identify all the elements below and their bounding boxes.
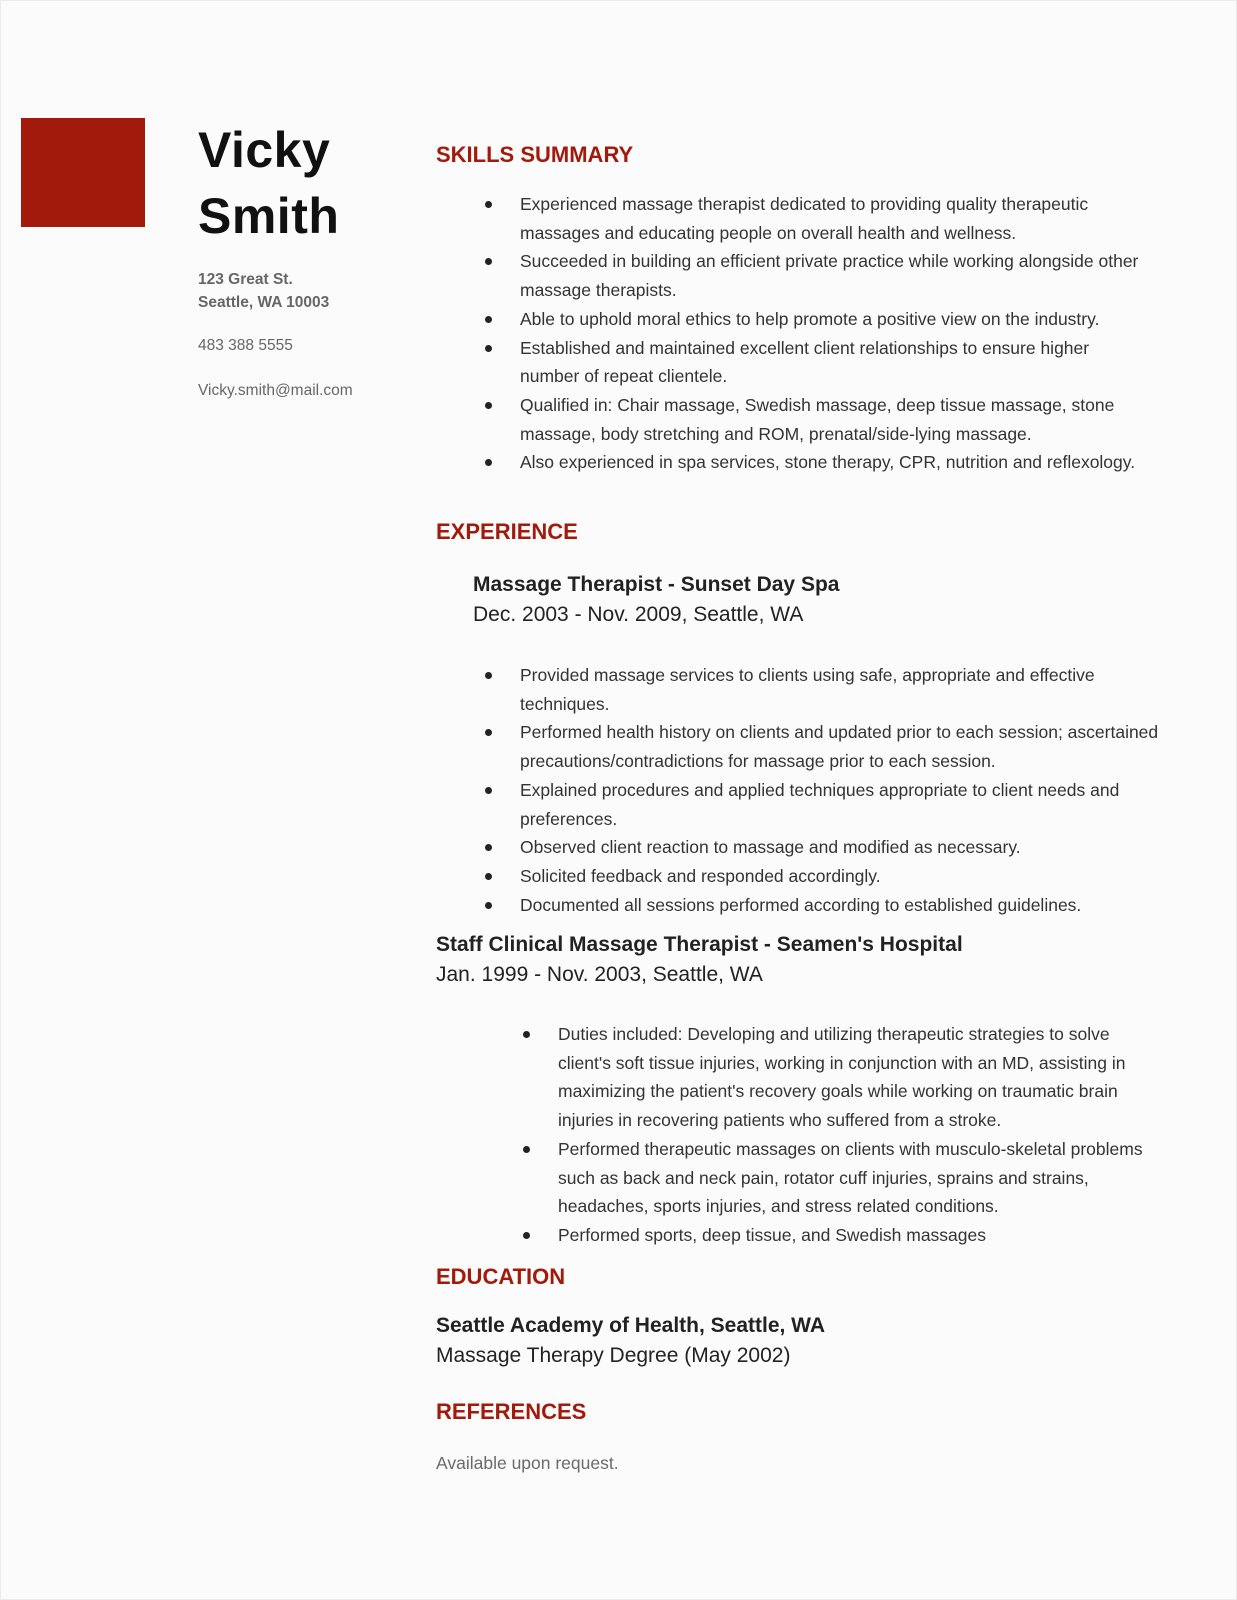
experience-heading: EXPERIENCE [436, 519, 578, 544]
accent-block [21, 118, 145, 227]
last-name: Smith [198, 188, 340, 244]
first-name: Vicky [198, 122, 331, 178]
school-name: Seattle Academy of Health, Seattle, WA [436, 1314, 826, 1337]
list-item: Qualified in: Chair massage, Swedish massage, deep tissue massage, stone massage, body stretching and ROM, prenatal/side-lying massage. [484, 391, 1152, 448]
degree: Massage Therapy Degree (May 2002) [436, 1344, 791, 1367]
address-line-1: 123 Great St. [198, 271, 293, 288]
job-dates-location: Dec. 2003 - Nov. 2009, Seattle, WA [473, 603, 804, 626]
address-line-2: Seattle, WA 10003 [198, 294, 330, 311]
job-duties-list [484, 661, 1164, 919]
list-item: Experienced massage therapist dedicated to providing quality therapeutic massages and educating people on overall health and wellness. [484, 190, 1152, 247]
list-item: Able to uphold moral ethics to help promote a positive view on the industry. [484, 305, 1152, 334]
list-item: Performed sports, deep tissue, and Swedish massages [522, 1221, 1154, 1250]
list-item: Performed therapeutic massages on clients with musculo-skeletal problems such as back and neck pain, rotator cuff injuries, sprains and strains, headaches, sports injuries, and stress related conditions. [522, 1135, 1154, 1221]
skills-summary-heading: SKILLS SUMMARY [436, 142, 634, 167]
list-item: Duties included: Developing and utilizing therapeutic strategies to solve client's soft tissue injuries, working in conjunction with an MD, assisting in maximizing the patient's recovery goals while working on traumatic brain injuries in recovering patients who suffered from a stroke. [522, 1020, 1154, 1135]
job-title: Staff Clinical Massage Therapist - Seamen's Hospital [436, 933, 963, 956]
job-dates-location: Jan. 1999 - Nov. 2003, Seattle, WA [436, 963, 763, 986]
references-heading: REFERENCES [436, 1399, 587, 1424]
list-item: Provided massage services to clients using safe, appropriate and effective techniques. [484, 661, 1164, 718]
list-item: Documented all sessions performed according to established guidelines. [484, 891, 1164, 920]
list-item: Also experienced in spa services, stone therapy, CPR, nutrition and reflexology. [484, 448, 1152, 477]
list-item: Explained procedures and applied techniques appropriate to client needs and preferences. [484, 776, 1164, 833]
list-item: Observed client reaction to massage and modified as necessary. [484, 833, 1164, 862]
job-duties-list [522, 1020, 1154, 1250]
email-address: Vicky.smith@mail.com [198, 382, 353, 399]
list-item: Succeeded in building an efficient private practice while working alongside other massage therapists. [484, 247, 1152, 304]
candidate-name [198, 117, 339, 249]
skills-list [484, 190, 1152, 477]
address [198, 268, 329, 314]
list-item: Solicited feedback and responded accordingly. [484, 862, 1164, 891]
references-text: Available upon request. [436, 1453, 619, 1473]
phone-number: 483 388 5555 [198, 337, 293, 354]
list-item: Performed health history on clients and updated prior to each session; ascertained precautions/contradictions for massage prior to each session. [484, 718, 1164, 775]
education-heading: EDUCATION [436, 1264, 566, 1289]
list-item: Established and maintained excellent client relationships to ensure higher number of repeat clientele. [484, 334, 1152, 391]
job-title: Massage Therapist - Sunset Day Spa [473, 573, 840, 596]
